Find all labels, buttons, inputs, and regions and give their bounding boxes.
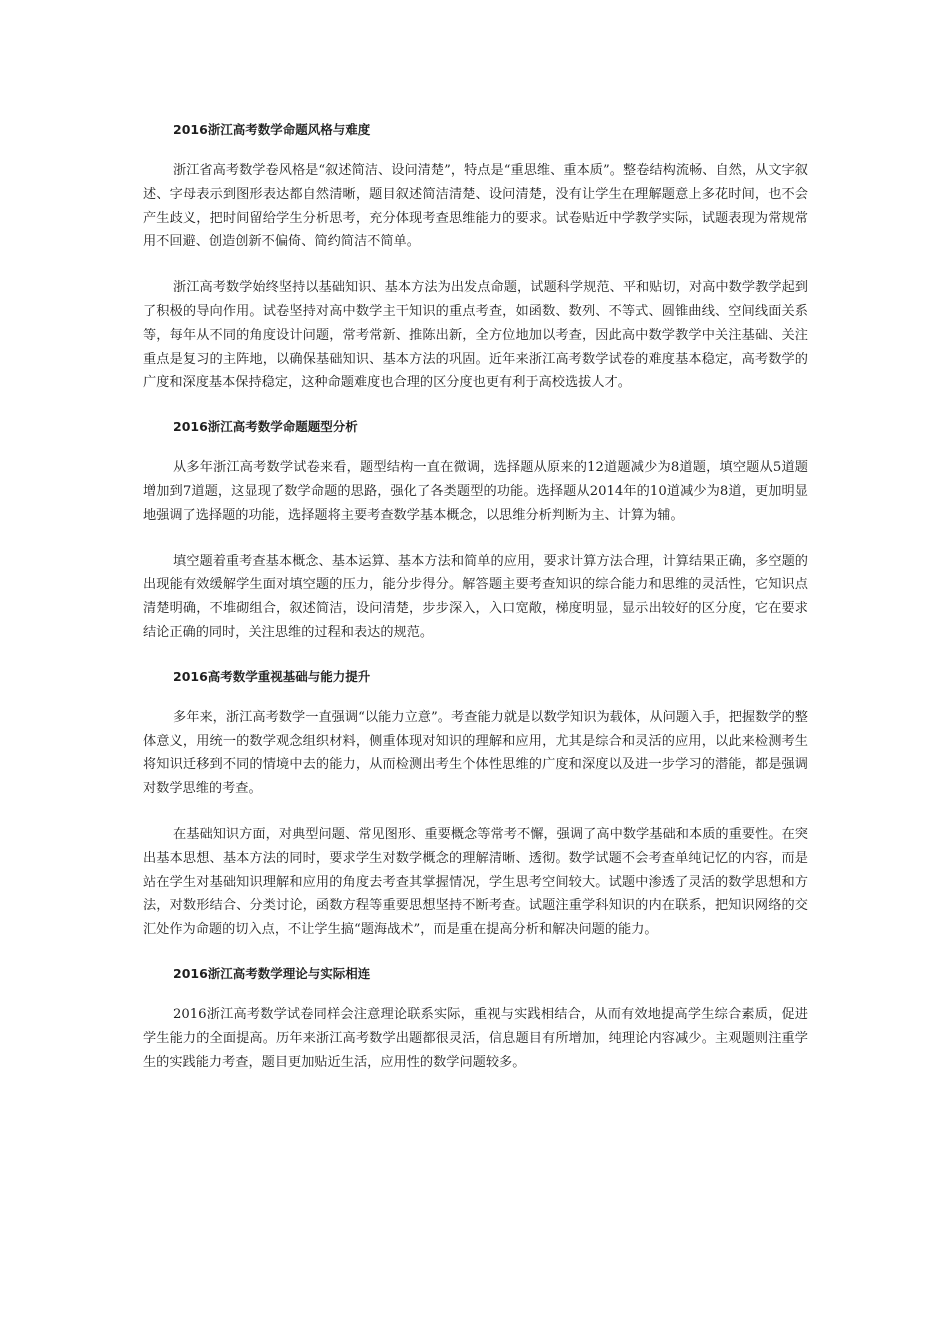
section-paragraph: 填空题着重考查基本概念、基本运算、基本方法和简单的应用，要求计算方法合理，计算结果正确，多空题的出现能有效缓解学生面对填空题的压力，能分步得分。解答题主要考查知识的综合能力和思维的灵活性，它知识点清楚明确，不堆砌组合，叙述简洁，设问清楚，步步深入，入口宽敞，梯度明显，显示出较好的区分度，它在要求结论正确的同时，关注思维的过程和表达的规范。 — [143, 553, 808, 640]
section-paragraph: 浙江高考数学始终坚持以基础知识、基本方法为出发点命题，试题科学规范、平和贴切，对高中数学教学起到了积极的导向作用。试卷坚持对高中数学主干知识的重点考查，如函数、数列、不等式、圆锥曲线、空间线面关系等，每年从不同的角度设计问题，常考常新、推陈出新，全方位地加以考查，因此高中数学教学中关注基础、关注重点是复习的主阵地，以确保基础知识、基本方法的巩固。近年来浙江高考数学试卷的难度基本稳定，高考数学的广度和深度基本保持稳定，这种命题难度也合理的区分度也更有利于高校选拔人才。 — [143, 280, 808, 391]
section-paragraph: 多年来，浙江高考数学一直强调“以能力立意”。考查能力就是以数学知识为载体，从问题入手，把握数学的整体意义，用统一的数学观念组织材料，侧重体现对知识的理解和应用，尤其是综合和灵活的应用，以此来检测考生将知识迁移到不同的情境中去的能力，从而检测出考生个体性思维的广度和深度以及进一步学习的潜能，都是强调对数学思维的考查。 — [143, 709, 808, 797]
section-paragraph: 2016浙江高考数学试卷同样会注意理论联系实际，重视与实践相结合，从而有效地提高学生综合素质，促进学生能力的全面提高。历年来浙江高考数学出题都很灵活，信息题目有所增加，纯理论内容减少。主观题则注重学生的实践能力考查，题目更加贴近生活，应用性的数学问题较多。 — [143, 1006, 808, 1070]
section-heading: 2016浙江高考数学命题题型分析 — [173, 419, 358, 435]
section-heading: 2016浙江高考数学命题风格与难度 — [173, 122, 371, 137]
document-body — [143, 120, 808, 1074]
section-paragraph: 在基础知识方面，对典型问题、常见图形、重要概念等常考不懈，强调了高中数学基础和本质的重要性。在突出基本思想、基本方法的同时，要求学生对数学概念的理解清晰、透彻。数学试题不会考查单纯记忆的内容，而是站在学生对基础知识理解和应用的角度去考查其掌握情况，学生思考空间较大。试题中渗透了灵活的数学思想和方法，对数形结合、分类讨论，函数方程等重要思想坚持不断考查。试题注重学科知识的内在联系，把知识网络的交汇处作为命题的切入点，不让学生搞“题海战术”，而是重在提高分析和解决问题的能力。 — [143, 826, 808, 938]
section-heading: 2016高考数学重视基础与能力提升 — [173, 668, 371, 684]
section-heading: 2016浙江高考数学理论与实际相连 — [173, 965, 371, 981]
section-paragraph: 浙江省高考数学卷风格是“叙述简洁、设问清楚”，特点是“重思维、重本质”。整卷结构流畅、自然，从文字叙述、字母表示到图形表达都自然清晰，题目叙述简洁清楚、设问清楚，没有让学生在理解题意上多花时间，也不会产生歧义，把时间留给学生分析思考，充分体现考查思维能力的要求。试卷贴近中学教学实际，试题表现为常规常用不回避、创造创新不偏倚、简约简洁不简单。 — [143, 163, 808, 250]
section-paragraph: 从多年浙江高考数学试卷来看，题型结构一直在微调，选择题从原来的12道题减少为8道题，填空题从5道题增加到7道题，这显现了数学命题的思路，强化了各类题型的功能。选择题从2014年的10道减少为8道，更加明显地强调了选择题的功能，选择题将主要考查数学基本概念，以思维分析判断为主、计算为辅。 — [143, 460, 808, 523]
